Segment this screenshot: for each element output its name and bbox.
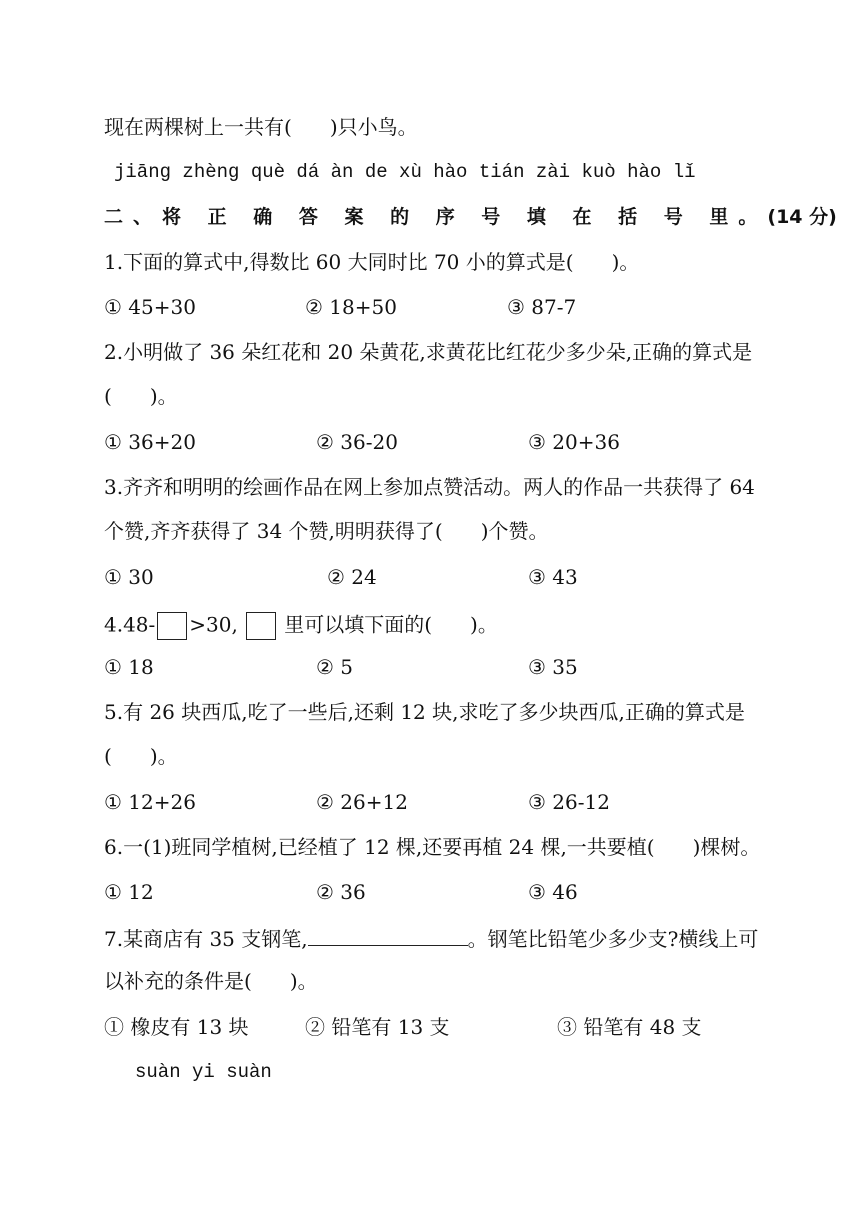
q7-text-before: 7.某商店有 35 支钢笔, xyxy=(104,927,308,951)
q4-part-2: >30, xyxy=(189,612,238,637)
section-score: (14 分) xyxy=(767,206,837,228)
q1-text-before: 1.下面的算式中,得数比 60 大同时比 70 小的算式是( xyxy=(104,250,574,274)
q7-fill-line[interactable] xyxy=(308,925,468,946)
q7-text-after-2: )。 xyxy=(289,969,318,993)
q4-box-1[interactable] xyxy=(157,612,187,640)
q6-option-2[interactable]: ② 36 xyxy=(316,880,366,904)
q2-text-before: ( xyxy=(104,384,112,408)
q6-text-after: )棵树。 xyxy=(692,835,761,859)
q6-option-3[interactable]: ③ 46 xyxy=(528,880,578,904)
q4-box-2[interactable] xyxy=(246,612,276,640)
q3-option-2[interactable]: ② 24 xyxy=(327,565,377,589)
q7-option-2[interactable]: ② 铅笔有 13 支 xyxy=(305,1015,450,1039)
q1-option-3[interactable]: ③ 87-7 xyxy=(507,295,577,319)
q3-text-after: )个赞。 xyxy=(480,519,549,543)
q6-text-before: 6.一(1)班同学植树,已经植了 12 棵,还要再植 24 棵,一共要植( xyxy=(104,835,655,859)
question-7-line-1 xyxy=(104,925,758,951)
q5-option-1[interactable]: ① 12+26 xyxy=(104,790,196,814)
pinyin-next-section: suàn yi suàn xyxy=(135,1061,272,1083)
q5-option-2[interactable]: ② 26+12 xyxy=(316,790,408,814)
q6-option-1[interactable]: ① 12 xyxy=(104,880,154,904)
q4-part-3: 里可以填下面的( xyxy=(284,612,433,637)
section-title: 二、将 正 确 答 案 的 序 号 填 在 括 号 里。 xyxy=(104,206,768,228)
q5-option-3[interactable]: ③ 26-12 xyxy=(528,790,610,814)
question-1 xyxy=(104,250,639,274)
question-5-line-2 xyxy=(104,744,178,768)
q7-text-after: 。钢笔比铅笔少多少支?横线上可 xyxy=(467,927,759,951)
section-heading xyxy=(104,205,837,229)
question-2-line-1: 2.小明做了 36 朵红花和 20 朵黄花,求黄花比红花少多少朵,正确的算式是 xyxy=(104,340,753,364)
q4-option-2[interactable]: ② 5 xyxy=(316,655,354,679)
question-4 xyxy=(104,612,498,640)
q3-text-before: 个赞,齐齐获得了 34 个赞,明明获得了( xyxy=(104,519,443,543)
question-2-line-2 xyxy=(104,384,178,408)
q7-option-1[interactable]: ① 橡皮有 13 块 xyxy=(104,1015,249,1039)
question-5-line-1: 5.有 26 块西瓜,吃了一些后,还剩 12 块,求吃了多少块西瓜,正确的算式是 xyxy=(104,700,745,724)
q2-option-3[interactable]: ③ 20+36 xyxy=(528,430,620,454)
q4-option-1[interactable]: ① 18 xyxy=(104,655,154,679)
continued-text-after: )只小鸟。 xyxy=(329,115,418,139)
q2-option-1[interactable]: ① 36+20 xyxy=(104,430,196,454)
q4-part-1: 4.48- xyxy=(104,612,156,637)
pinyin-instruction: jiāng zhèng què dá àn de xù hào tián zài kuò hào lǐ xyxy=(114,161,696,183)
question-3-line-2 xyxy=(104,519,549,543)
q5-text-after: )。 xyxy=(149,744,178,768)
q1-text-after: )。 xyxy=(611,250,640,274)
q7-option-3[interactable]: ③ 铅笔有 48 支 xyxy=(557,1015,702,1039)
continued-text-before: 现在两棵树上一共有( xyxy=(104,115,292,139)
q2-text-after: )。 xyxy=(149,384,178,408)
q3-option-1[interactable]: ① 30 xyxy=(104,565,154,589)
q4-part-4: )。 xyxy=(470,612,498,637)
question-3-line-1: 3.齐齐和明明的绘画作品在网上参加点赞活动。两人的作品一共获得了 64 xyxy=(104,475,755,499)
q4-option-3[interactable]: ③ 35 xyxy=(528,655,578,679)
q1-option-2[interactable]: ② 18+50 xyxy=(305,295,397,319)
question-7-line-2 xyxy=(104,969,318,993)
q1-option-1[interactable]: ① 45+30 xyxy=(104,295,196,319)
q3-option-3[interactable]: ③ 43 xyxy=(528,565,578,589)
q2-option-2[interactable]: ② 36-20 xyxy=(316,430,398,454)
q5-text-before: ( xyxy=(104,744,112,768)
question-6 xyxy=(104,835,760,859)
continued-question xyxy=(104,115,418,139)
q7-text-before-2: 以补充的条件是( xyxy=(104,969,252,993)
